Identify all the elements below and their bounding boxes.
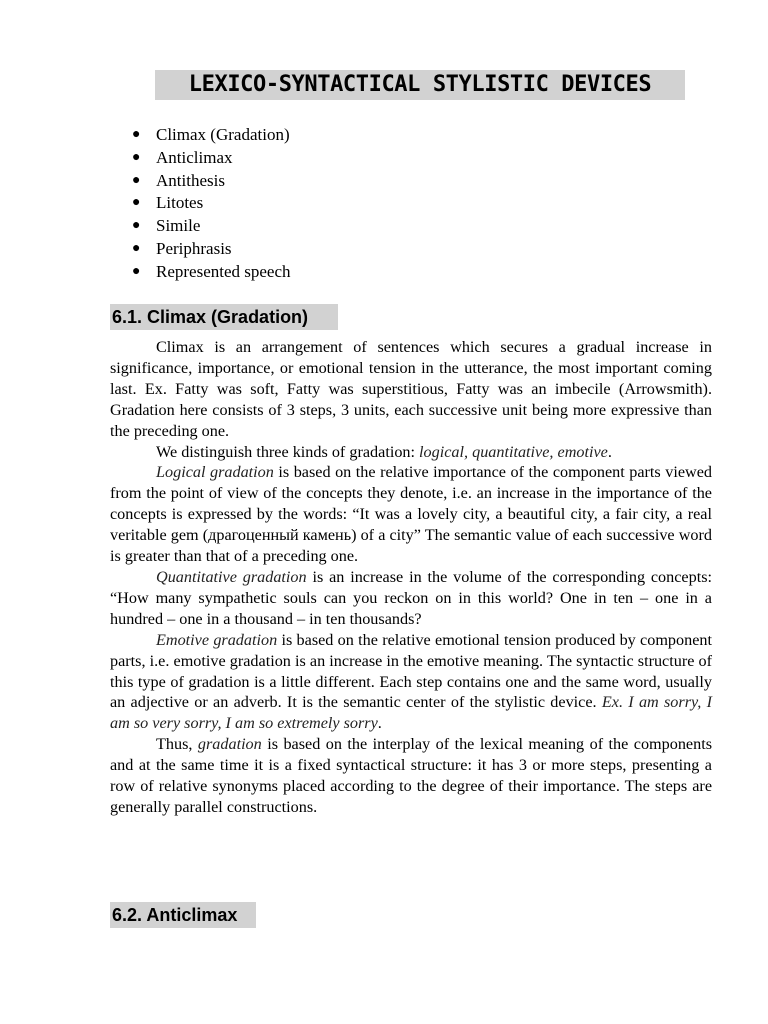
paragraph-emotive xyxy=(110,630,712,735)
bullet-icon: ● xyxy=(132,172,141,188)
list-item xyxy=(132,170,291,193)
emphasis-text: Logical gradation xyxy=(156,463,274,482)
bullet-icon: ● xyxy=(132,263,141,279)
emphasis-text: logical, quantitative, emotive xyxy=(419,442,608,461)
list-item-label: Climax (Gradation) xyxy=(156,125,290,144)
list-item-label: Anticlimax xyxy=(156,147,233,167)
emphasis-text: gradation xyxy=(197,735,262,754)
device-list xyxy=(132,124,291,284)
paragraph-logical xyxy=(110,462,712,567)
list-item-label: Litotes xyxy=(156,193,204,213)
list-item-label: Antithesis xyxy=(156,170,225,190)
bullet-icon: ● xyxy=(132,195,141,211)
emphasis-text: Emotive gradation xyxy=(156,630,278,649)
bullet-icon: ● xyxy=(132,149,141,165)
list-item xyxy=(132,261,291,284)
list-item xyxy=(132,215,291,238)
paragraph-text: We distinguish three kinds of gradation: xyxy=(156,442,420,461)
paragraph-kinds xyxy=(110,442,712,463)
list-item xyxy=(132,147,291,170)
list-item xyxy=(132,124,291,147)
bullet-icon: ● xyxy=(132,240,141,256)
section-heading-climax: 6.1. Climax (Gradation) xyxy=(110,304,338,330)
list-item-label: Periphrasis xyxy=(156,238,232,258)
list-item-label: Represented speech xyxy=(156,261,291,281)
paragraph-definition: Climax is an arrangement of sentences which secures a gradual increase in significance, importance, or emotional tension in the utterance, the most important coming last. Ex. Fatty was soft, Fatty was superstitious, Fatty was an imbecile (Arrowsmith). Gradation here consists of 3 steps, 3 units, each successive unit being more expressive than the preceding one. xyxy=(110,338,712,440)
section-heading-anticlimax: 6.2. Anticlimax xyxy=(110,902,256,928)
list-item xyxy=(132,192,291,215)
paragraph-quantitative xyxy=(110,567,712,630)
paragraph-text: is based on the interplay of the lexical meaning of the components and at the same time it is a fixed syntactical structure: it has 3 or more steps, presenting a row of relative synonyms placed according to the degree of their importance. The steps are generally parallel constructions. xyxy=(110,735,713,816)
bullet-icon: ● xyxy=(132,218,141,234)
paragraph-text: is based on the relative importance of the component parts viewed from the point of view of the concepts they denote, i.e. an increase in the importance of the concepts is expressed by the words: “It was a lovely city, a beautiful city, a fair city, a real veritable gem (драгоценный камень) of a city” The semantic value of each successive word is greater than that of a preceding one. xyxy=(110,463,713,566)
page-title: LEXICO-SYNTACTICAL STYLISTIC DEVICES xyxy=(155,70,685,100)
paragraph-summary xyxy=(110,734,712,818)
emphasis-text: Quantitative gradation xyxy=(156,567,307,586)
bullet-icon: ● xyxy=(132,127,141,142)
paragraph-text: is based on the relative emotional tension produced by component parts, i.e. emotive gradation is an increase in the emotive meaning. The syntactic structure of this type of gradation is a little different. Each step contains one and the same word, usually an adjective or an adverb. It is the semantic center of the stylistic device. xyxy=(110,630,712,712)
paragraph-text: . xyxy=(607,442,612,461)
section-body-climax xyxy=(110,337,712,818)
paragraph-text: Thus, xyxy=(156,735,198,754)
example-text: Ex. I am sorry, I am so very sorry, I am so extremely sorry xyxy=(110,693,712,733)
list-item xyxy=(132,238,291,261)
paragraph-text: . xyxy=(377,714,382,733)
paragraph-text: is an increase in the volume of the corresponding concepts: “How many sympathetic souls can you reckon on in this world? One in ten – one in a hundred – one in a thousand – in ten thousands? xyxy=(110,567,713,628)
list-item-label: Simile xyxy=(156,216,201,236)
